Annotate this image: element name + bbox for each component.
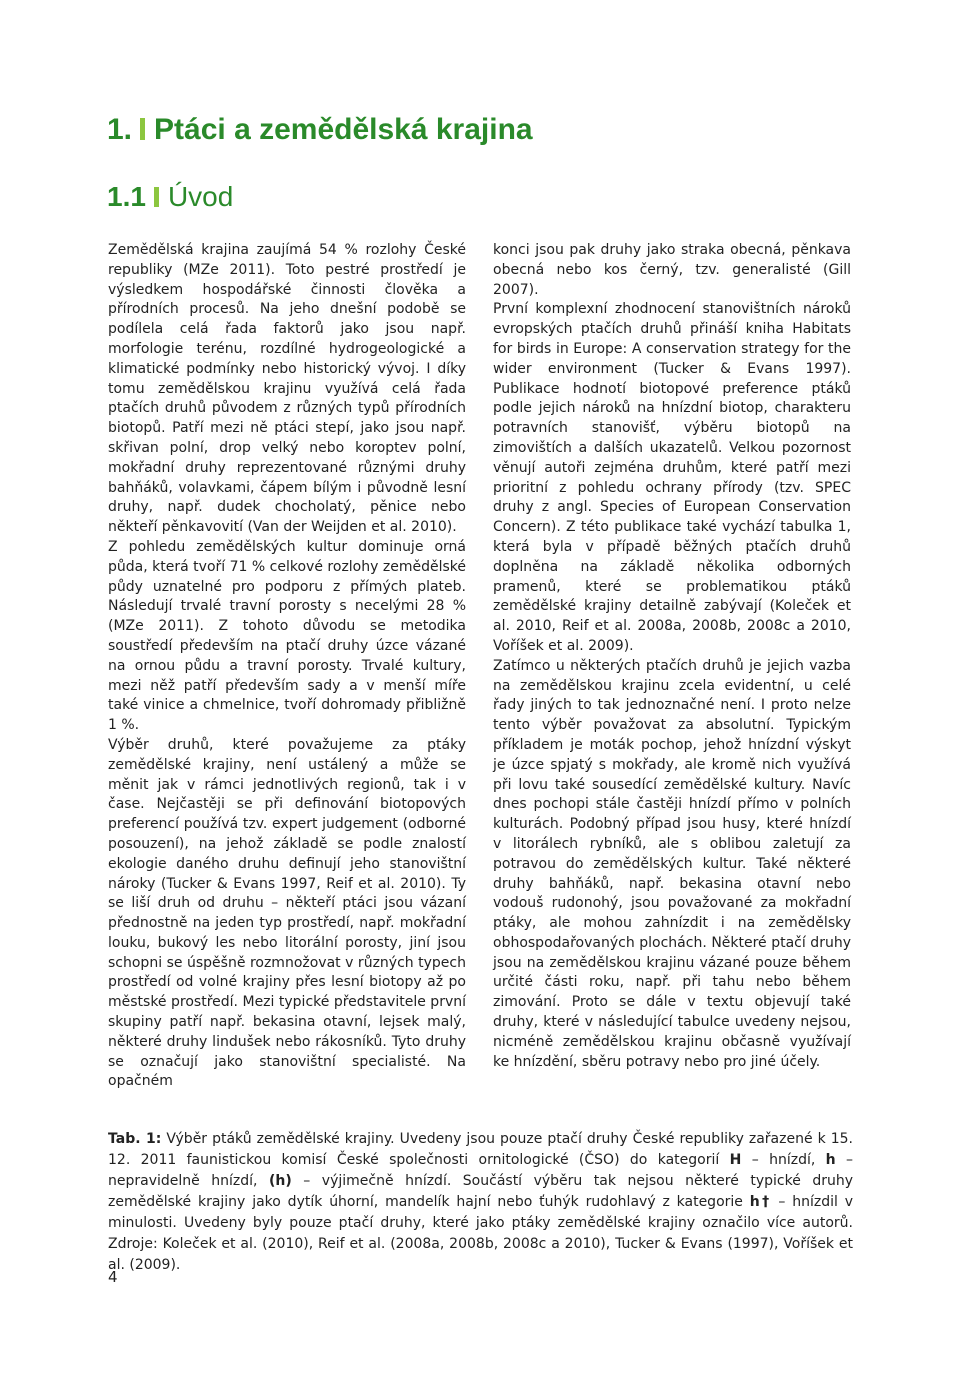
paragraph: Výběr druhů, které považujeme za ptáky zemědělské krajiny, není ustálený a může se měnit jak v rámci jednotlivých regionů, tak i v čase. Nejčastěji se při definování biotopových preferencí používá tzv. expert judgement (odborné posouzení), na jehož základě se podle znalostí ekologie daného druhu definují jeho stanovištní nároky (Tucker & Evans 1997, Reif et al. 2010). Ty se liší druh od druhu – někteří ptáci jsou vázaní přednostně na jeden typ prostředí, např. mokřadní louku, bukový les nebo litorální porosty, jiní jsou schopni se úspěšně rozmnožovat v různých typech prostředí od volné krajiny přes lesní biotopy až po městské prostředí. Mezi typické představitele první skupiny patří např. bekasina otavní, lejsek malý, některé druhy lindušek nebo rákosníků. Tyto druhy se označují jako stanovištní specialisté. Na opačném [108,736,466,1090]
paragraph: Zatímco u některých ptačích druhů je jejich vazba na zemědělskou krajinu zcela evidentní, u celé řady jiných to tak jednoznačné není. I proto nelze tento výběr považovat za absolutní. Typickým příkladem je moták pochop, jehož hnízdní výskyt je úzce spjatý s mokřady, ale kromě nich využívá při lovu také sousedící zemědělské kultury. Navíc dnes pochopi stále častěji hnízdí přímo v polních kulturách. Podobný případ jsou husy, které hnízdí v litorálech rybníků, ale s oblibou zaletují za potravou do zemědělských kultur. Také některé druhy bahňáků, např. bekasina otavní nebo vodouš rudonohý, jsou považované za mokřadní ptáky, ale mohou zahnízdit i na zemědělsky obhospodařovaných plochách. Některé ptačí druhy jsou na zemědělskou krajinu vázané pouze během určité části roku, např. při tahu nebo během zimování. Proto se dále v textu objevují také druhy, které v následující tabulce uvedeny nejsou, nicméně zemědělskou krajinu občasně využívají ke hnízdění, sběru potravy nebo pro jiné účely. [493,657,851,1070]
paragraph: Z pohledu zemědělských kultur dominuje orná půda, která tvoří 71 % celkové rozlohy zemědělské půdy uznatelné pro podporu z přímých plateb. Následují trvalé travní porosty s necelými 28 % (MZe 2011). Z tohoto důvodu se metodika soustředí především na ptačí druhy úzce vázané na ornou půdu a travní porosty. Trvalé kultury, mezi něž patří především sady a v menší míře také vinice a chmelnice, tvoří dohromady přibližně 1 %. [108,538,466,734]
caption-label: Tab. 1: [108,1131,162,1147]
chapter-heading [107,110,533,150]
caption-text: Výběr ptáků zemědělské krajiny. Uvedeny jsou pouze ptačí druhy České republiky zařazené k 15. 12. 2011 faunistickou komisí České společnosti ornitologické (ČSO) do kategorií [108,1131,853,1168]
heading-accent-bar [154,187,159,207]
caption-text: – hnízdil v minulosti. Uvedeny byly pouze ptačí druhy, které jako ptáky zemědělské krajiny označilo více autorů. Zdroje: Koleček et al. (2010), Reif et al. (2008a, 2008b, 2008c a 2010), Tucker & Evans (1997), Voříšek et al. (2009). [108,1194,853,1273]
category-code: h [825,1152,836,1168]
section-heading [107,177,233,217]
paragraph: Zemědělská krajina zaujímá 54 % rozlohy České republiky (MZe 2011). Toto pestré prostředí je výsledkem hospodářské činnosti člověka a přírodních procesů. Na jeho dnešní podobě se podílela celá řada faktorů jako jsou např. morfologie terénu, rozdílné hydrogeologické a klimatické podmínky nebo historický vývoj. I díky tomu zemědělskou krajinu využívá celá řada ptačích druhů původem z různých typů přírodních biotopů. Patří mezi ně ptáci stepí, jako jsou např. skřivan polní, drop velký nebo koroptev polní, mokřadní druhy reprezentované různými druhy bahňáků, volavkami, čápem bílým i původně lesní druhy, např. dudek chocholatý, pěnice nebo někteří pěnkavovití (Van der Weijden et al. 2010). [108,242,466,536]
paragraph: První komplexní zhodnocení stanovištních nároků evropských ptačích druhů přináší kniha Habitats for birds in Europe: A conservation strategy for the wider environment (Tucker & Evans 1997). Publikace hodnotí biotopové preference ptáků podle jejich nároků na hnízdní biotop, charakteru potravních stanovišť, výběru biotopů na zimovištích a dalších ukazatelů. Velkou pozornost věnují autoři zejména druhům, které patří mezi prioritní z pohledu ochrany přírody (tzv. SPEC druhy z angl. Species of European Conservation Concern). Z této publikace také vychází tabulka 1, která byla v případě běžných ptačích druhů doplněna na základě několika odborných pramenů, které se problematikou ptáků zemědělské krajiny detailně zabývají (Koleček et al. 2010, Reif et al. 2008a, 2008b, 2008c a 2010, Voříšek et al. 2009). [493,301,851,654]
category-code: H [729,1152,742,1168]
page-number: 4 [108,1268,118,1286]
left-text-column [108,241,466,1092]
caption-text: – nepravidelně hnízdí, [108,1152,854,1189]
section-number: 1.1 [107,181,146,212]
chapter-title: Ptáci a zemědělská krajina [154,113,533,146]
category-code: (h) [269,1173,292,1189]
right-text-column [493,241,851,1072]
caption-text: – hnízdí, [741,1152,826,1168]
section-title: Úvod [167,181,234,212]
table-caption [108,1129,853,1276]
heading-accent-bar [140,118,145,140]
caption-text: – výjimečně hnízdí. Součástí výběru tak nejsou některé typické druhy zemědělské krajiny jako dytík úhorní, mandelík hajní nebo ťuhýk rudohlavý z kategorie [108,1173,854,1210]
category-code: h† [749,1194,772,1210]
paragraph: konci jsou pak druhy jako straka obecná, pěnkava obecná nebo kos černý, tzv. generalisté (Gill 2007). [493,242,851,298]
chapter-number: 1. [107,113,133,146]
